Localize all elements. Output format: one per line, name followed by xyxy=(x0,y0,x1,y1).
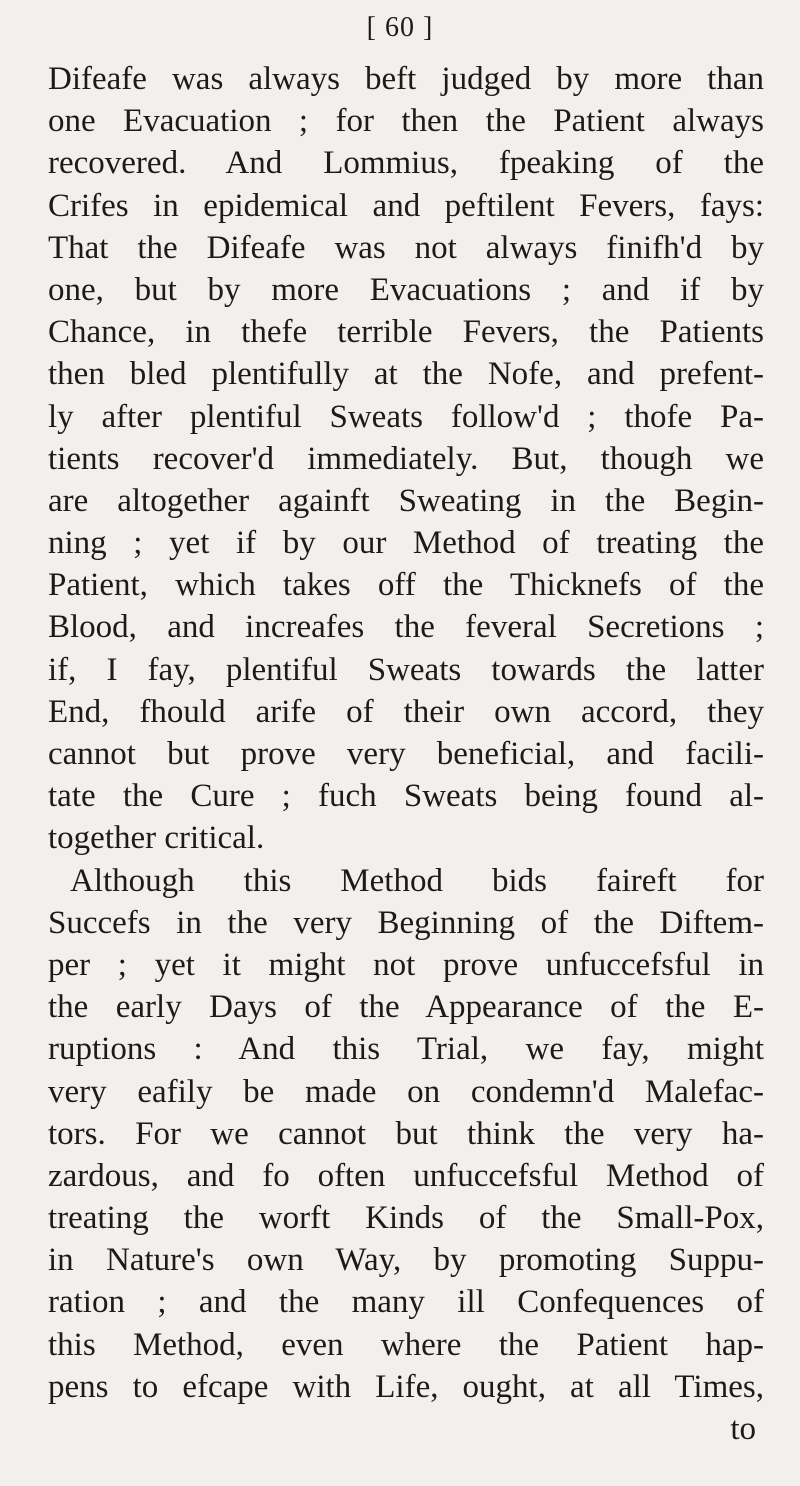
text-line: Blood, and increafes the feveral Secretions ; xyxy=(48,609,764,646)
text-line: very eafily be made on condemn'd Malefac- xyxy=(48,1073,764,1110)
text-line: Crifes in epidemical and peftilent Fevers, fays: xyxy=(48,187,764,224)
text-line: one, but by more Evacuations ; and if by xyxy=(48,271,764,308)
text-line: Chance, in thefe terrible Fevers, the Patients xyxy=(48,314,764,351)
text-line: Difeafe was always beft judged by more than xyxy=(48,61,764,97)
text-line: tate the Cure ; fuch Sweats being found al- xyxy=(48,778,764,815)
text-line: ration ; and the many ill Confequences of xyxy=(48,1284,764,1321)
page-number: [ 60 ] xyxy=(366,12,434,43)
text-line: are altogether againft Sweating in the Begin- xyxy=(48,482,764,519)
text-line: this Method, even where the Patient hap- xyxy=(48,1326,764,1363)
text-line: That the Difeafe was not always finifh'd by xyxy=(48,229,764,266)
text-line: if, I fay, plentiful Sweats towards the latter xyxy=(48,651,764,688)
text-line: cannot but prove very beneficial, and facili- xyxy=(48,736,764,772)
text-line: together critical. xyxy=(48,820,265,857)
text-line: tors. For we cannot but think the very ha- xyxy=(48,1115,764,1152)
text-line: ly after plentiful Sweats follow'd ; thofe Pa- xyxy=(48,398,764,435)
text-line: Succefs in the very Beginning of the Diftem- xyxy=(48,904,764,941)
paragraph-start-line: Although this Method bids faireft for xyxy=(70,862,764,899)
text-line: treating the worft Kinds of the Small-Pox, xyxy=(48,1200,764,1237)
text-line: one Evacuation ; for then the Patient always xyxy=(48,103,764,140)
catchword: to xyxy=(730,1411,756,1447)
text-line: recovered. And Lommius, fpeaking of the xyxy=(48,145,764,182)
text-line: tients recover'd immediately. But, though we xyxy=(48,440,764,477)
text-line: the early Days of the Appearance of the E- xyxy=(48,989,764,1026)
text-line: Patient, which takes off the Thicknefs of the xyxy=(48,567,764,604)
text-line: then bled plentifully at the Nofe, and prefent- xyxy=(48,356,764,393)
text-line: per ; yet it might not prove unfuccefsful in xyxy=(48,946,764,983)
text-line: ruptions : And this Trial, we fay, might xyxy=(48,1031,764,1068)
text-line: in Nature's own Way, by promoting Suppu- xyxy=(48,1242,764,1279)
text-line: pens to efcape with Life, ought, at all Times, xyxy=(48,1368,764,1405)
text-line: zardous, and fo often unfuccefsful Method of xyxy=(48,1157,764,1194)
text-line: ning ; yet if by our Method of treating the xyxy=(48,525,764,562)
body-text xyxy=(48,58,764,1450)
text-line: End, fhould arife of their own accord, they xyxy=(48,693,764,730)
